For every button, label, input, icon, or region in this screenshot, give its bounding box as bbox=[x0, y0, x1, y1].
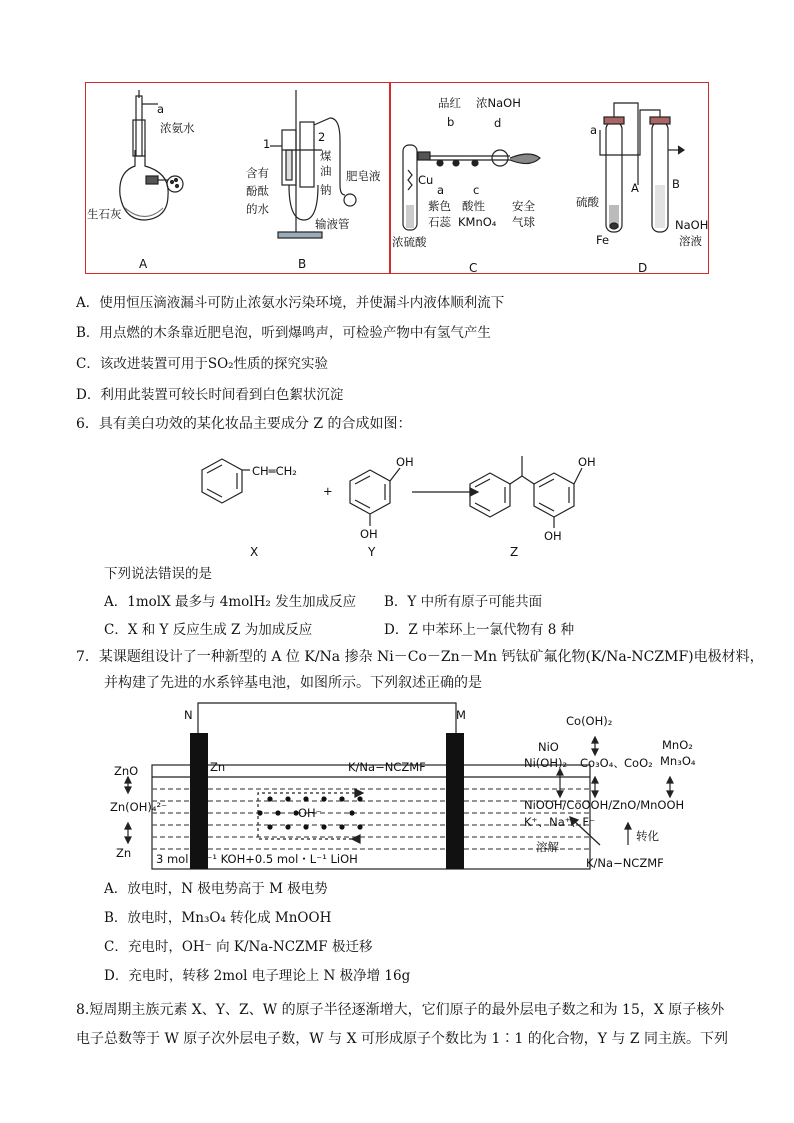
label-pinhong: 品红 bbox=[438, 96, 461, 110]
label-water-2: 酚酞 bbox=[246, 184, 269, 198]
label-pipe: 输液管 bbox=[315, 217, 350, 231]
label-zn-bottom: Zn bbox=[116, 846, 132, 860]
label-soap: 肥皂液 bbox=[346, 169, 381, 183]
q6-option-c: C．X 和 Y 反应生成 Z 为加成反应 bbox=[104, 622, 313, 638]
label-co3o4: Co₃O₄、 bbox=[580, 756, 625, 770]
caption-d: D bbox=[638, 261, 648, 275]
label-tube-b: B bbox=[672, 177, 680, 191]
label-nioh2: Ni(OH)₂ bbox=[524, 756, 568, 770]
q7-option-a: A．放电时，N 极电势高于 M 极电势 bbox=[104, 881, 328, 897]
caption-b: B bbox=[298, 257, 307, 271]
z-oh-top: OH bbox=[578, 455, 596, 469]
z-oh-bottom: OH bbox=[544, 529, 562, 543]
label-n: N bbox=[184, 708, 193, 722]
label-electrolyte: 3 mol・L⁻¹ KOH+0.5 mol・L⁻¹ LiOH bbox=[156, 852, 358, 866]
label-ammonia: 浓氨水 bbox=[160, 121, 195, 135]
q7-stem-2: 并构建了先进的水系锌基电池，如图所示。下列叙述正确的是 bbox=[104, 675, 482, 691]
x-label: X bbox=[250, 545, 259, 559]
label-water-3: 的水 bbox=[246, 202, 269, 216]
label-conc-h2so4: 浓硫酸 bbox=[392, 235, 427, 249]
q8-line-2: 电子总数等于 W 原子次外层电子数，W 与 X 可形成原子个数比为 1∶1 的化合物，Y 与 Z 同主族。下列 bbox=[76, 1031, 729, 1047]
q7-stem-1: 7．某课题组设计了一种新型的 A 位 K/Na 掺杂 Ni－Co－Zn－Mn 钙钛矿氟化物(K/Na-NCZMF)电极材料， bbox=[76, 649, 764, 665]
apparatus-b bbox=[270, 90, 356, 238]
label-zn-electrode: Zn bbox=[210, 760, 226, 774]
q7-option-c: C．充电时，OH⁻ 向 K/Na-NCZMF 极迁移 bbox=[104, 939, 373, 955]
apparatus-a bbox=[120, 90, 183, 220]
label-kerosene-2: 油 bbox=[320, 164, 332, 178]
label-b: b bbox=[447, 115, 455, 129]
label-kmno4-1: 酸性 bbox=[462, 199, 485, 213]
label-c: c bbox=[473, 183, 480, 197]
label-kerosene-1: 煤 bbox=[320, 149, 332, 163]
q5-option-d: D．利用此装置可较长时间看到白色絮状沉淀 bbox=[76, 387, 344, 403]
q7-battery-diagram bbox=[110, 695, 710, 873]
q6-stem: 6．具有美白功效的某化妆品主要成分 Z 的合成如图： bbox=[76, 416, 412, 432]
label-a-d: a bbox=[590, 123, 598, 137]
label-oh: OH⁻ bbox=[298, 806, 322, 820]
q5-option-b: B．用点燃的木条靠近肥皂泡，听到爆鸣声，可检验产物中有氢气产生 bbox=[76, 325, 491, 341]
label-naoh-1: NaOH bbox=[675, 218, 709, 232]
y-oh-top: OH bbox=[396, 455, 414, 469]
apparatus-d bbox=[600, 103, 684, 232]
label-safe-2: 气球 bbox=[512, 215, 535, 229]
label-coo2: CoO₂ bbox=[624, 756, 653, 770]
label-sulfuric: 硫酸 bbox=[576, 195, 599, 209]
caption-a: A bbox=[139, 257, 148, 271]
label-products: NiOOH/CoOOH/ZnO/MnOOH bbox=[524, 798, 685, 812]
label-1: 1 bbox=[263, 137, 271, 151]
y-oh-bottom: OH bbox=[360, 527, 378, 541]
label-material: K/Na−NCZMF bbox=[586, 856, 664, 870]
label-fe: Fe bbox=[596, 233, 610, 247]
label-litmus-1: 紫色 bbox=[428, 199, 451, 213]
label-zincate: Zn(OH)₄²⁻ bbox=[110, 800, 168, 814]
label-cathode: K/Na−NCZMF bbox=[348, 760, 426, 774]
caption-c: C bbox=[469, 261, 478, 275]
label-quicklime: 生石灰 bbox=[87, 207, 122, 221]
q5-option-c: C．该改进装置可用于SO₂性质的探究实验 bbox=[76, 356, 329, 372]
q7-option-d: D．充电时，转移 2mol 电子理论上 N 极净增 16g bbox=[104, 968, 411, 984]
label-mno2: MnO₂ bbox=[662, 738, 693, 752]
plus-sign: + bbox=[323, 484, 333, 498]
label-kmno4-2: KMnO₄ bbox=[458, 215, 497, 229]
label-conc-naoh: 浓NaOH bbox=[476, 96, 521, 110]
label-safe-1: 安全 bbox=[512, 199, 535, 213]
label-litmus-2: 石蕊 bbox=[428, 215, 451, 229]
q5-option-a: A．使用恒压滴液漏斗可防止浓氨水污染环境，并使漏斗内液体顺利流下 bbox=[76, 295, 505, 311]
z-label: Z bbox=[510, 545, 519, 559]
label-2: 2 bbox=[318, 130, 326, 144]
label-sodium: 钠 bbox=[320, 183, 332, 197]
label-d: d bbox=[494, 116, 502, 130]
label-convert: 转化 bbox=[636, 829, 659, 843]
label-dissolve: 溶解 bbox=[536, 840, 559, 854]
label-cu: Cu bbox=[418, 173, 434, 187]
label-zno: ZnO bbox=[114, 764, 139, 778]
q6-option-d: D．Z 中苯环上一氯代物有 8 种 bbox=[384, 622, 575, 638]
q7-option-b: B．放电时，Mn₃O₄ 转化成 MnOOH bbox=[104, 910, 332, 926]
label-m: M bbox=[456, 708, 466, 722]
label-nio: NiO bbox=[538, 740, 559, 754]
label-naoh-2: 溶液 bbox=[679, 234, 702, 248]
q6-option-a: A．1molX 最多与 4molH₂ 发生加成反应 bbox=[104, 594, 357, 610]
apparatus-figure bbox=[0, 0, 794, 285]
q8-line-1: 8.短周期主族元素 X、Y、Z、W 的原子半径逐渐增大，它们原子的最外层电子数之和为 15，X 原子核外 bbox=[76, 1002, 725, 1018]
label-mn3o4: Mn₃O₄ bbox=[660, 754, 696, 768]
label-a: a bbox=[157, 102, 165, 116]
label-water-1: 含有 bbox=[246, 166, 269, 180]
label-coh2: Co(OH)₂ bbox=[566, 714, 613, 728]
y-label: Y bbox=[368, 545, 376, 559]
label-tube-a: A bbox=[631, 181, 639, 195]
q6-reaction-scheme bbox=[180, 448, 620, 560]
label-ions: K⁺、Na⁺、F⁻ bbox=[524, 815, 596, 829]
electrode-n bbox=[190, 733, 208, 869]
q6-option-b: B．Y 中所有原子可能共面 bbox=[384, 594, 543, 610]
x-vinyl-group: CH═CH₂ bbox=[252, 464, 297, 478]
label-a-c: a bbox=[437, 183, 445, 197]
electrode-m bbox=[446, 733, 464, 869]
q6-prompt: 下列说法错误的是 bbox=[104, 566, 212, 582]
